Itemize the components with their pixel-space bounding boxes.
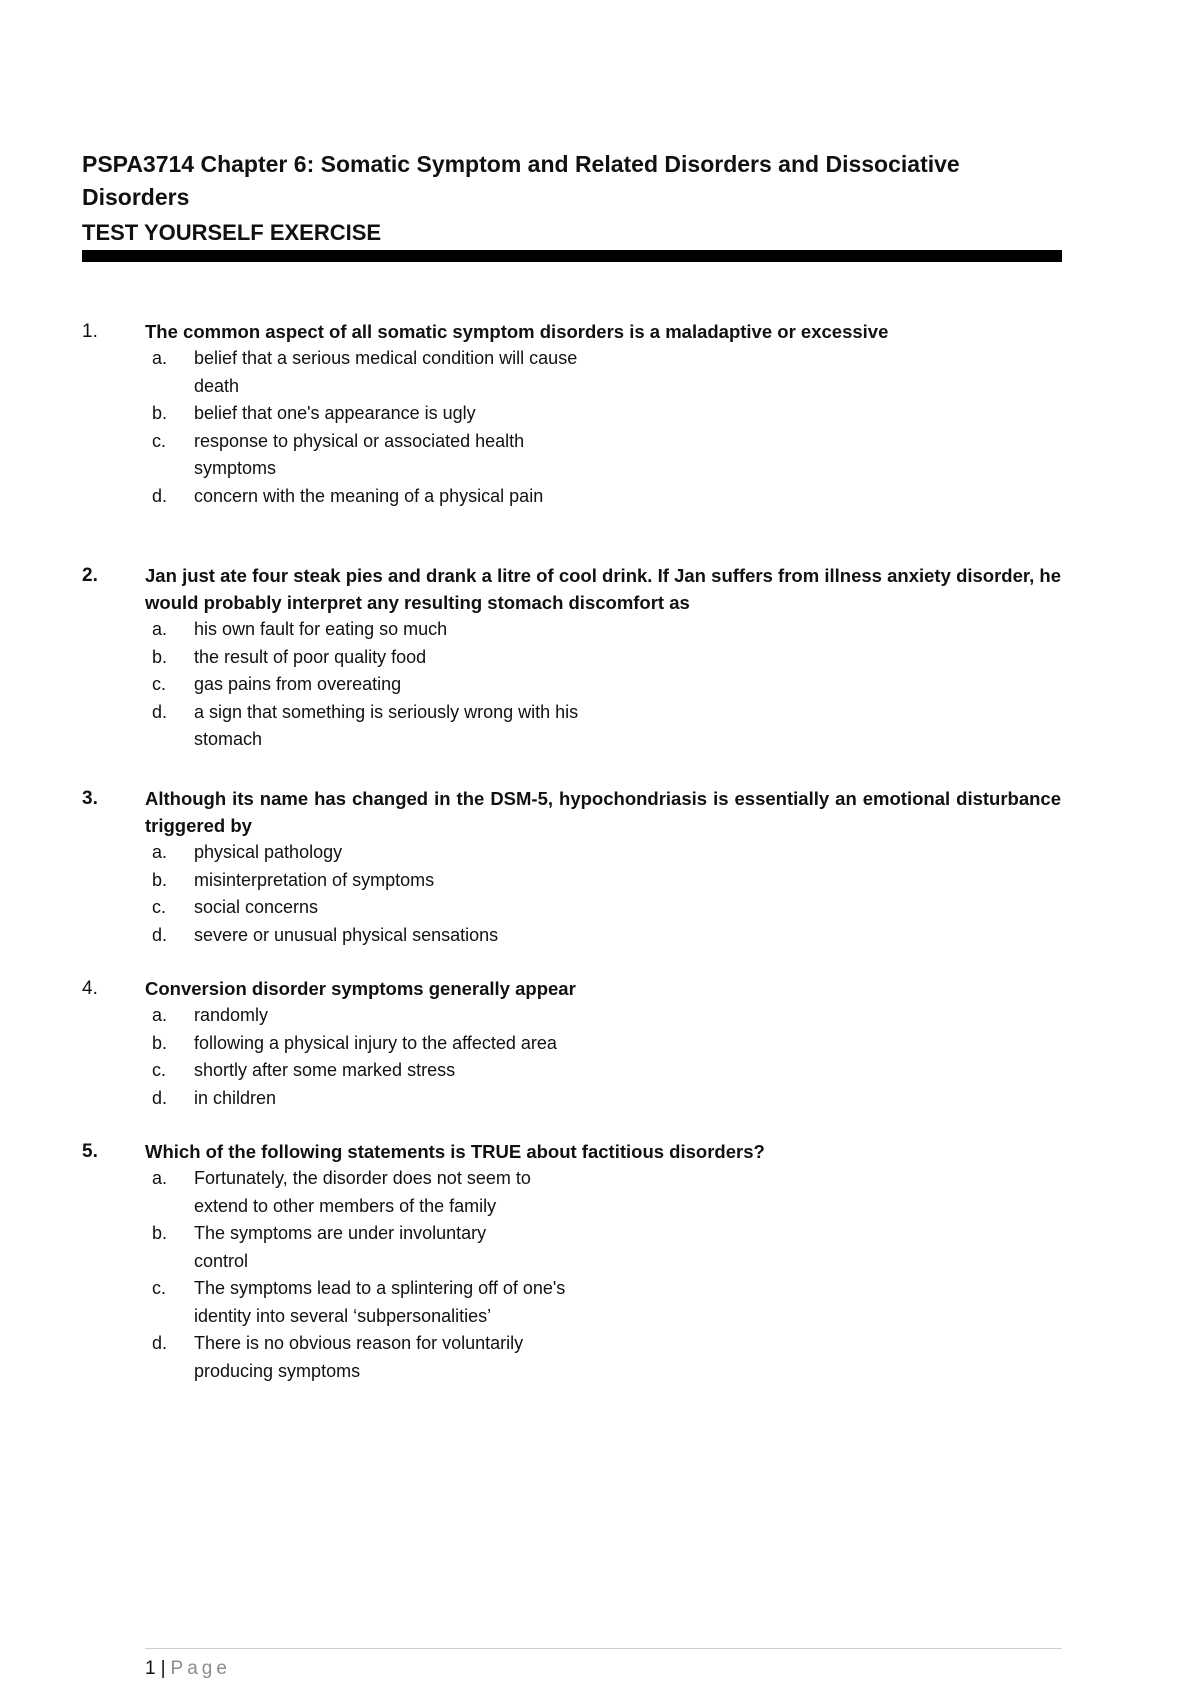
option-text: concern with the meaning of a physical pain [194, 485, 544, 506]
option-text: misinterpretation of symptoms [194, 869, 435, 890]
question-text: The common aspect of all somatic symptom disorders is a maladaptive or excessive [145, 321, 889, 342]
option-text: Fortunately, the disorder does not seem to extend to other members of the family [194, 1168, 531, 1216]
footer-separator: | [160, 1658, 166, 1679]
option-a [82, 839, 1062, 867]
option-text: The symptoms lead to a splintering off of one's identity into several ‘subpersonalities’ [194, 1278, 566, 1326]
question-number: 1. [82, 321, 98, 342]
option-letter: a. [152, 1168, 168, 1188]
title-divider [82, 250, 1062, 262]
option-text: shortly after some marked stress [194, 1060, 456, 1080]
option-list [82, 839, 1062, 949]
option-letter: a. [152, 1005, 168, 1025]
option-letter: c. [152, 430, 167, 451]
option-text: physical pathology [194, 842, 343, 862]
question-text: Jan just ate four steak pies and drank a litre of cool drink. If Jan suffers from illness anxiety disorder, he would probably interpret any resulting stomach discomfort as [145, 565, 1061, 613]
option-text: gas pains from overeating [194, 674, 402, 694]
option-a [82, 616, 1062, 644]
document-title: PSPA3714 Chapter 6: Somatic Symptom and Related Disorders and Dissociative Disorders [82, 151, 960, 210]
option-d [82, 699, 1062, 754]
question-3 [82, 785, 1062, 949]
option-b [82, 867, 1062, 895]
option-letter: b. [152, 1223, 168, 1243]
page-footer [145, 1656, 231, 1682]
option-letter: c. [152, 1060, 167, 1080]
option-letter: a. [152, 619, 168, 639]
option-d [82, 1085, 1062, 1113]
option-d [82, 1330, 1062, 1385]
option-letter: d. [152, 701, 168, 722]
option-letter: a. [152, 348, 168, 368]
option-text: in children [194, 1087, 277, 1108]
option-text: a sign that something is seriously wrong with his stomach [194, 701, 579, 749]
question-number: 2. [82, 565, 98, 586]
footer-divider [145, 1648, 1062, 1649]
option-c [82, 671, 1062, 699]
option-list [82, 1002, 1062, 1112]
option-b [82, 644, 1062, 672]
page-number: 1 [145, 1658, 156, 1679]
option-letter: c. [152, 674, 167, 694]
option-letter: d. [152, 924, 168, 945]
page-label: Page [170, 1658, 231, 1679]
option-list [82, 345, 1062, 510]
question-number: 5. [82, 1141, 98, 1162]
option-letter: a. [152, 842, 168, 862]
option-text: randomly [194, 1005, 269, 1025]
option-text: following a physical injury to the affected area [194, 1032, 557, 1053]
option-letter: d. [152, 485, 168, 506]
option-b [82, 400, 1062, 428]
option-letter: c. [152, 1278, 167, 1298]
question-2 [82, 562, 1062, 754]
question-text: Although its name has changed in the DSM-5, hypochondriasis is essentially an emotional disturbance triggered by [145, 788, 1061, 836]
option-text: The symptoms are under involuntary control [194, 1223, 487, 1271]
document-subtitle: TEST YOURSELF EXERCISE [82, 220, 382, 245]
question-1 [82, 318, 1062, 510]
option-text: belief that one's appearance is ugly [194, 403, 476, 423]
option-letter: c. [152, 897, 167, 917]
option-text: social concerns [194, 897, 319, 917]
question-4 [82, 975, 1062, 1112]
option-list [82, 1165, 1062, 1385]
option-c [82, 1057, 1062, 1085]
option-a [82, 345, 1062, 400]
option-c [82, 894, 1062, 922]
option-text: response to physical or associated health symptoms [194, 430, 525, 478]
question-number: 4. [82, 978, 98, 999]
option-c [82, 428, 1062, 483]
option-a [82, 1002, 1062, 1030]
option-b [82, 1220, 1062, 1275]
question-text: Which of the following statements is TRUE about factitious disorders? [145, 1141, 765, 1162]
option-a [82, 1165, 1062, 1220]
option-d [82, 483, 1062, 511]
option-letter: b. [152, 1032, 168, 1053]
question-5 [82, 1138, 1062, 1385]
option-b [82, 1030, 1062, 1058]
option-letter: b. [152, 403, 168, 423]
option-letter: d. [152, 1087, 168, 1108]
option-d [82, 922, 1062, 950]
option-letter: d. [152, 1333, 168, 1353]
option-text: his own fault for eating so much [194, 619, 448, 639]
option-text: severe or unusual physical sensations [194, 924, 499, 945]
question-number: 3. [82, 788, 98, 809]
question-text: Conversion disorder symptoms generally appear [145, 978, 576, 999]
option-text: There is no obvious reason for voluntarily producing symptoms [194, 1333, 524, 1381]
option-text: belief that a serious medical condition will cause death [194, 348, 578, 396]
option-letter: b. [152, 869, 168, 890]
option-c [82, 1275, 1062, 1330]
option-letter: b. [152, 646, 168, 667]
option-list [82, 616, 1062, 754]
option-text: the result of poor quality food [194, 646, 427, 667]
